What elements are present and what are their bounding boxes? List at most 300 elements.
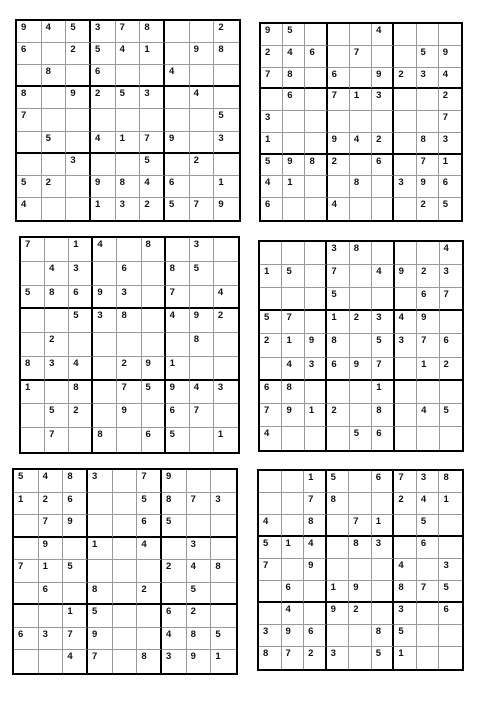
sudoku-cell: 7 [17,109,42,131]
sudoku-cell: 8 [350,242,372,265]
sudoku-cell: 4 [259,515,282,537]
sudoku-cell [372,493,395,515]
sudoku-cell [305,111,327,133]
sudoku-cell [417,24,439,46]
sudoku-cell: 3 [116,198,141,220]
sudoku-cell: 5 [166,428,190,452]
sudoku-cell: 1 [116,132,141,154]
sudoku-cell: 4 [39,470,64,493]
sudoku-cell [349,493,372,515]
sudoku-cell: 1 [140,43,165,65]
sudoku-cell [327,427,349,450]
sudoku-cell [214,87,239,109]
sudoku-cell [417,603,440,625]
sudoku-cell [42,109,67,131]
sudoku-cell: 6 [69,286,93,310]
sudoku-cell: 2 [190,154,215,176]
sudoku-cell: 1 [439,155,461,177]
sudoku-cell [282,493,305,515]
sudoku-cell: 6 [417,288,439,311]
sudoku-cell [305,24,327,46]
sudoku-cell: 1 [215,651,221,663]
sudoku-cell: 4 [162,628,187,651]
sudoku-cell [42,87,67,109]
sudoku-cell: 6 [283,89,305,111]
sudoku-cell [166,238,190,262]
sudoku-cell: 1 [21,381,45,405]
sudoku-cell: 2 [439,89,461,111]
sudoku-cell [69,428,93,452]
sudoku-cell: 2 [69,404,93,428]
sudoku-cell: 5 [17,176,42,198]
sudoku-cell: 3 [440,265,462,288]
sudoku-cell: 2 [214,309,238,333]
sudoku-cell: 8 [17,87,42,109]
sudoku-cell [350,265,372,288]
sudoku-cell: 1 [305,404,327,427]
sudoku-cell [66,176,91,198]
sudoku-cell [439,24,461,46]
sudoku-cell: 9 [283,155,305,177]
sudoku-cell: 4 [165,65,190,87]
sudoku-cell: 2 [117,357,141,381]
sudoku-cell [372,46,394,68]
sudoku-cell: 8 [349,537,372,559]
sudoku-cell: 3 [305,358,327,381]
sudoku-cell: 7 [328,89,350,111]
sudoku-cell [394,46,416,68]
sudoku-cell: 7 [88,650,113,673]
sudoku-cell: 3 [93,309,117,333]
sudoku-cell [190,357,214,381]
sudoku-cell [282,559,305,581]
sudoku-cell: 7 [117,381,141,405]
sudoku-cell [21,428,45,452]
sudoku-cell: 5 [350,427,372,450]
sudoku-cell: 3 [372,89,394,111]
sudoku-cell: 9 [63,515,88,538]
sudoku-cell [190,428,214,452]
sudoku-cell: 4 [394,559,417,581]
sudoku-cell [93,262,117,286]
sudoku-cell [93,381,117,405]
sudoku-cell: 1 [282,334,304,357]
sudoku-cell: 6 [165,176,190,198]
sudoku-cell [66,109,91,131]
sudoku-cell [417,111,439,133]
sudoku-cell [21,309,45,333]
sudoku-cell: 4 [116,43,141,65]
sudoku-cell: 6 [91,65,116,87]
sudoku-cell [327,537,350,559]
sudoku-cell: 6 [304,625,327,647]
sudoku-cell: 2 [327,404,349,427]
sudoku-cell [116,154,141,176]
sudoku-cell [305,265,327,288]
sudoku-cell [350,381,372,404]
sudoku-cell: 3 [261,111,283,133]
sudoku-cell [350,68,372,90]
sudoku-cell [187,470,212,493]
sudoku-cell: 3 [394,176,416,198]
sudoku-cell: 1 [260,265,282,288]
sudoku-cell: 1 [394,647,417,669]
sudoku-cell: 4 [17,198,42,220]
sudoku-cell: 5 [211,628,236,651]
sudoku-cell: 1 [261,133,283,155]
sudoku-cell: 8 [259,647,282,669]
sudoku-cell [142,286,166,310]
sudoku-cell: 9 [372,68,394,90]
sudoku-cell [66,65,91,87]
sudoku-cell [395,427,417,450]
sudoku-cell [140,65,165,87]
sudoku-cell: 8 [42,65,67,87]
sudoku-cell [42,154,67,176]
sudoku-cell: 5 [142,381,166,405]
sudoku-cell: 2 [328,155,350,177]
sudoku-cell: 6 [440,334,462,357]
sudoku-cell [93,357,117,381]
sudoku-cell: 5 [417,46,439,68]
sudoku-cell: 5 [69,309,93,333]
sudoku-cell: 2 [137,583,162,606]
sudoku-cell [113,605,138,628]
sudoku-cell [350,334,372,357]
sudoku-cell [165,154,190,176]
sudoku-cell: 3 [214,132,239,154]
sudoku-cell: 3 [417,471,440,493]
sudoku-cell: 7 [282,647,305,669]
sudoku-cell: 3 [39,628,64,651]
sudoku-cell: 6 [328,68,350,90]
sudoku-cell: 5 [214,109,239,131]
sudoku-cell [440,311,462,334]
sudoku-cell: 8 [166,262,190,286]
sudoku-cell [327,625,350,647]
sudoku-cell [21,333,45,357]
sudoku-cell: 2 [350,311,372,334]
sudoku-cell: 9 [190,309,214,333]
sudoku-cell: 5 [260,311,282,334]
sudoku-cell [190,132,215,154]
sudoku-cell: 9 [395,265,417,288]
sudoku-cell: 6 [14,628,39,651]
sudoku-cell [372,603,395,625]
sudoku-cell [214,333,238,357]
sudoku-cell: 4 [350,133,372,155]
sudoku-cell: 6 [439,603,462,625]
sudoku-cell [259,603,282,625]
sudoku-cell [350,404,372,427]
sudoku-cell [395,242,417,265]
sudoku-cell [327,381,349,404]
sudoku-cell: 4 [214,286,238,310]
sudoku-cell [17,154,42,176]
sudoku-cell [350,24,372,46]
sudoku-cell [283,133,305,155]
sudoku-cell [91,154,116,176]
sudoku-cell: 8 [117,309,141,333]
sudoku-cell: 6 [260,381,282,404]
sudoku-cell: 3 [187,538,212,561]
sudoku-cell: 2 [417,198,439,220]
sudoku-cell: 3 [117,286,141,310]
sudoku-cell: 1 [439,493,462,515]
sudoku-cell [417,89,439,111]
sudoku-cell: 4 [282,603,305,625]
sudoku-cell [69,333,93,357]
sudoku-cell [113,538,138,561]
sudoku-cell: 5 [394,625,417,647]
sudoku-cell: 7 [63,628,88,651]
sudoku-cell: 8 [327,334,349,357]
sudoku-cell [283,198,305,220]
sudoku-cell [140,109,165,131]
sudoku-cell: 6 [17,43,42,65]
sudoku-cell: 8 [214,43,239,65]
sudoku-cell [113,628,138,651]
sudoku-cell: 3 [69,262,93,286]
sudoku-cell [259,493,282,515]
sudoku-cell [305,198,327,220]
sudoku-cell: 8 [282,381,304,404]
sudoku-cell: 5 [259,537,282,559]
sudoku-cell [45,381,69,405]
sudoku-cell: 6 [372,471,395,493]
sudoku-cell [113,650,138,673]
sudoku-cell [417,625,440,647]
sudoku-cell: 3 [91,21,116,43]
sudoku-cell [417,427,439,450]
sudoku-cell [214,404,238,428]
sudoku-cell: 9 [117,404,141,428]
sudoku-cell: 6 [305,46,327,68]
sudoku-cell: 5 [45,404,69,428]
sudoku-cell [394,537,417,559]
sudoku-cell: 4 [190,87,215,109]
sudoku-cell [142,262,166,286]
sudoku-cell [282,471,305,493]
sudoku-cell: 8 [137,650,162,673]
sudoku-cell: 9 [305,334,327,357]
sudoku-cell [113,493,138,516]
sudoku-cell [350,198,372,220]
sudoku-cell: 4 [93,238,117,262]
sudoku-cell [88,560,113,583]
sudoku-cell [372,581,395,603]
sudoku-cell: 6 [417,537,440,559]
sudoku-cell [190,286,214,310]
sudoku-cell [113,583,138,606]
sudoku-cell: 5 [442,199,449,211]
sudoku-cell [440,427,462,450]
sudoku-cell [214,238,238,262]
sudoku-cell: 4 [439,68,461,90]
sudoku-cell: 2 [260,334,282,357]
sudoku-cell: 4 [261,176,283,198]
sudoku-cell [395,381,417,404]
sudoku-cell [282,427,304,450]
sudoku-cell: 6 [327,358,349,381]
sudoku-cell [113,560,138,583]
sudoku-cell [63,538,88,561]
sudoku-cell: 6 [372,155,394,177]
sudoku-puzzle-5 [12,468,238,675]
sudoku-cell [327,559,350,581]
sudoku-cell [327,515,350,537]
sudoku-cell: 4 [91,132,116,154]
sudoku-cell: 2 [394,68,416,90]
sudoku-cell: 4 [395,311,417,334]
sudoku-cell: 6 [39,583,64,606]
sudoku-cell [372,198,394,220]
sudoku-cell: 8 [372,625,395,647]
sudoku-cell [439,537,462,559]
sudoku-cell [165,21,190,43]
sudoku-cell: 8 [190,333,214,357]
sudoku-cell: 9 [88,628,113,651]
sudoku-cell: 4 [63,650,88,673]
sudoku-cell: 7 [417,155,439,177]
sudoku-cell: 1 [166,357,190,381]
sudoku-cell: 3 [190,238,214,262]
sudoku-cell: 1 [372,381,394,404]
sudoku-cell: 2 [440,358,462,381]
sudoku-cell [116,109,141,131]
sudoku-cell [162,583,187,606]
sudoku-cell: 1 [39,560,64,583]
sudoku-cell: 2 [39,493,64,516]
sudoku-cell: 8 [283,68,305,90]
sudoku-cell: 5 [283,24,305,46]
sudoku-cell: 6 [137,515,162,538]
sudoku-cell: 9 [93,286,117,310]
sudoku-cell: 5 [88,605,113,628]
sudoku-cell [304,603,327,625]
sudoku-cell: 5 [14,470,39,493]
sudoku-cell [165,109,190,131]
sudoku-cell [395,358,417,381]
sudoku-cell [14,605,39,628]
sudoku-cell: 5 [417,515,440,537]
sudoku-cell: 2 [394,493,417,515]
sudoku-cell: 9 [282,625,305,647]
sudoku-cell [165,87,190,109]
sudoku-cell: 9 [91,176,116,198]
sudoku-cell: 8 [69,381,93,405]
sudoku-cell: 4 [166,309,190,333]
sudoku-cell: 6 [117,262,141,286]
sudoku-cell [305,89,327,111]
sudoku-cell: 7 [137,470,162,493]
sudoku-cell: 5 [63,560,88,583]
sudoku-cell: 2 [42,176,67,198]
sudoku-cell [117,238,141,262]
sudoku-cell [45,309,69,333]
sudoku-cell: 4 [372,24,394,46]
sudoku-cell: 8 [140,21,165,43]
sudoku-cell [260,242,282,265]
sudoku-cell: 3 [45,357,69,381]
sudoku-cell: 6 [261,198,283,220]
sudoku-cell: 1 [69,238,93,262]
sudoku-cell [394,155,416,177]
sudoku-cell [261,89,283,111]
sudoku-cell [260,358,282,381]
sudoku-cell: 4 [372,265,394,288]
sudoku-cell [282,242,304,265]
sudoku-cell: 5 [66,21,91,43]
sudoku-cell: 5 [140,154,165,176]
sudoku-cell [394,133,416,155]
sudoku-cell: 2 [162,560,187,583]
sudoku-cell: 9 [218,198,224,210]
sudoku-cell [14,538,39,561]
sudoku-cell [349,647,372,669]
sudoku-cell: 2 [304,647,327,669]
sudoku-cell: 3 [372,311,394,334]
sudoku-cell: 9 [165,132,190,154]
sudoku-cell [372,111,394,133]
sudoku-cell: 1 [283,176,305,198]
sudoku-cell [259,471,282,493]
sudoku-cell: 8 [187,628,212,651]
sudoku-cell [142,309,166,333]
sudoku-cell: 6 [372,427,394,450]
sudoku-cell: 1 [63,605,88,628]
sudoku-cell [187,515,212,538]
sudoku-cell: 7 [166,286,190,310]
sudoku-cell [214,65,239,87]
sudoku-cell [282,288,304,311]
sudoku-cell: 6 [282,581,305,603]
sudoku-cell [39,605,64,628]
sudoku-puzzle-1 [15,19,241,222]
sudoku-cell: 7 [45,428,69,452]
sudoku-cell [349,625,372,647]
sudoku-cell: 5 [187,583,212,606]
sudoku-cell: 5 [282,265,304,288]
sudoku-cell: 4 [69,357,93,381]
sudoku-cell: 8 [417,133,439,155]
sudoku-cell: 4 [45,262,69,286]
sudoku-cell: 4 [440,242,462,265]
sudoku-cell: 2 [261,46,283,68]
sudoku-cell: 7 [14,560,39,583]
sudoku-cell: 7 [116,21,141,43]
sudoku-cell: 5 [372,334,394,357]
sudoku-cell: 5 [190,262,214,286]
sudoku-cell: 3 [395,334,417,357]
sudoku-cell [137,560,162,583]
sudoku-cell: 3 [417,68,439,90]
sudoku-cell [394,89,416,111]
sudoku-cell [417,647,440,669]
sudoku-cell [282,515,305,537]
sudoku-cell: 3 [439,559,462,581]
sudoku-cell: 5 [327,288,349,311]
sudoku-cell [42,43,67,65]
sudoku-cell [21,404,45,428]
sudoku-cell [395,288,417,311]
sudoku-cell [116,65,141,87]
sudoku-cell: 3 [162,650,187,673]
sudoku-cell: 3 [214,381,238,405]
sudoku-cell: 4 [260,427,282,450]
sudoku-cell: 1 [372,515,395,537]
sudoku-puzzle-6 [257,469,464,671]
